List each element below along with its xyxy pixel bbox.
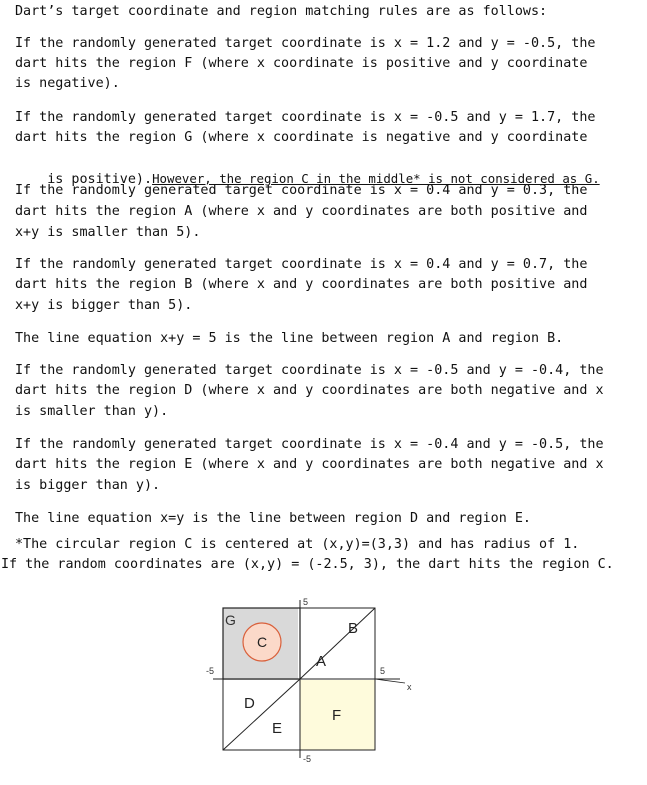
text-line: If the randomly generated target coordinate is x = 0.4 and y = 0.3, the	[15, 183, 588, 198]
tick-y-bottom: -5	[303, 754, 312, 764]
text-span: is positive).	[47, 172, 153, 187]
text-line: dart hits the region A (where x and y coordinates are both positive and	[15, 204, 588, 219]
tick-x-left: -5	[206, 666, 215, 676]
text-line: x+y is bigger than 5).	[15, 298, 193, 313]
text-line: If the randomly generated target coordinate is x = -0.5 and y = 1.7, the	[15, 110, 596, 125]
region-label-f: F	[332, 707, 342, 724]
text-line: dart hits the region G (where x coordinate is negative and y coordinate	[15, 130, 588, 145]
tick-y-top: 5	[303, 597, 309, 607]
region-label-b: B	[348, 620, 359, 637]
intro-line: Dart’s target coordinate and region matching rules are as follows:	[15, 4, 548, 19]
region-label-a: A	[316, 653, 327, 670]
text-line: If the randomly generated target coordinate is x = -0.4 and y = -0.5, the	[15, 437, 604, 452]
line-equation-de: The line equation x=y is the line between region D and region E.	[15, 511, 531, 526]
tick-x-right: 5	[380, 666, 386, 676]
text-line: If the randomly generated target coordinate is x = 0.4 and y = 0.7, the	[15, 257, 588, 272]
x-axis-label: x	[407, 682, 412, 692]
text-line: dart hits the region F (where x coordinate is positive and y coordinate	[15, 56, 588, 71]
line-equation-ab: The line equation x+y = 5 is the line between region A and region B.	[15, 331, 564, 346]
text-line: x+y is smaller than 5).	[15, 225, 201, 240]
region-c-exception-note: However, the region C in the middle* is not considered as G.	[152, 171, 600, 186]
dartboard-diagram	[195, 590, 425, 775]
line-x-plus-y-5	[300, 608, 375, 679]
text-line: If the randomly generated target coordinate is x = 1.2 and y = -0.5, the	[15, 36, 596, 51]
text-line: is negative).	[15, 76, 120, 91]
text-line: dart hits the region D (where x and y coordinates are both negative and x	[15, 383, 604, 398]
text-line: If the randomly generated target coordinate is x = -0.5 and y = -0.4, the	[15, 363, 604, 378]
x-axis-arrow	[375, 679, 405, 683]
region-label-d: D	[244, 695, 255, 712]
text-line: dart hits the region B (where x and y coordinates are both positive and	[15, 277, 588, 292]
text-line: dart hits the region E (where x and y coordinates are both negative and x	[15, 457, 604, 472]
region-label-g: G	[225, 612, 236, 628]
region-label-c: C	[257, 634, 268, 650]
text-line: *The circular region C is centered at (x,y)=(3,3) and has radius of 1.	[15, 537, 580, 552]
line-x-equals-y	[223, 679, 300, 750]
text-line: is bigger than y).	[15, 478, 161, 493]
region-label-e: E	[272, 720, 283, 737]
text-line: is smaller than y).	[15, 404, 169, 419]
text-line: If the random coordinates are (x,y) = (-2.5, 3), the dart hits the region C.	[1, 557, 614, 572]
